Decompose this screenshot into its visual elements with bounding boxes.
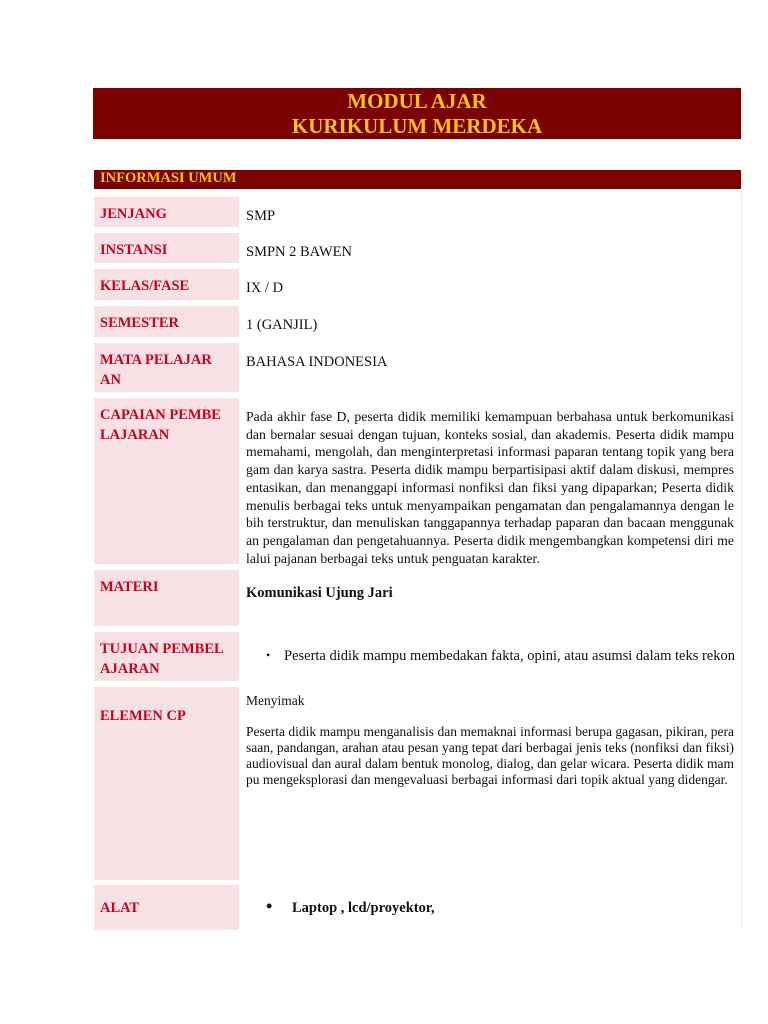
- document-title-line1: MODUL AJAR: [347, 89, 487, 113]
- bullet-tujuan: •: [266, 648, 271, 662]
- label-instansi: INSTANSI: [100, 242, 168, 258]
- label-cell-semester: [94, 306, 239, 337]
- value-kelas: IX / D: [246, 280, 284, 296]
- value-tujuan: Peserta didik mampu membedakan fakta, opini, atau asumsi dalam teks rekon: [284, 648, 735, 664]
- label-capaian: CAPAIAN PEMBE LAJARAN: [100, 407, 221, 443]
- label-alat: ALAT: [100, 900, 140, 916]
- label-cell-jenjang: [94, 197, 239, 227]
- bullet-alat: •: [266, 896, 273, 916]
- label-tujuan: TUJUAN PEMBEL AJARAN: [100, 641, 223, 677]
- value-capaian: Pada akhir fase D, peserta didik memiliki kemampuan berbahasa untuk berkomunikasi dan bernalar sesuai dengan tujuan, konteks sosial, dan akademis. Peserta didik mampu memahami, mengolah, dan menginterpretasi informasi paparan tentang topik yang beragam dan karya sastra. Peserta didik mampu berpartisipasi aktif dalam diskusi, mempresentasikan, dan menanggapi informasi nonfiksi dan fiksi yang dipaparkan; Peserta didik menulis berbagai teks untuk menyampaikan pengamatan dan pengalamannya dengan lebih terstruktur, dan menuliskan tanggapannya terhadap paparan dan bacaan menggunakan pengalaman dan pengetahuannya. Peserta didik mengembangkan kompetensi diri melalui pajanan berbagai teks untuk penguatan karakter.: [246, 409, 734, 566]
- label-cell-kelas: [94, 269, 239, 300]
- label-cell-materi: [94, 570, 239, 626]
- label-cell-mapel: [94, 343, 239, 392]
- value-mapel: BAHASA INDONESIA: [246, 354, 388, 370]
- label-kelas: KELAS/FASE: [100, 278, 190, 294]
- value-materi: Komunikasi Ujung Jari: [246, 585, 393, 601]
- value-elemen: Peserta didik mampu menganalisis dan memaknai informasi berupa gagasan, pikiran, perasaan, pandangan, arahan atau pesan yang tepat dari berbagai jenis teks (nonfiksi dan fiksi) audiovisual dan aural dalam bentuk monolog, dialog, dan gelar wicara. Peserta didik mampu mengeksplorasi dan mengevaluasi berbagai informasi dari topik aktual yang didengar.: [246, 724, 734, 787]
- section-header: [94, 170, 741, 189]
- value-semester: 1 (GANJIL): [246, 317, 318, 333]
- label-cell-capaian: [94, 398, 239, 564]
- value-elemen-heading: Menyimak: [246, 693, 305, 708]
- label-elemen: ELEMEN CP: [100, 708, 186, 724]
- value-instansi: SMPN 2 BAWEN: [246, 244, 352, 260]
- label-cell-tujuan: [94, 632, 239, 681]
- value-jenjang: SMP: [246, 208, 276, 224]
- label-cell-instansi: [94, 233, 239, 263]
- label-materi: MATERI: [100, 579, 159, 595]
- value-alat: Laptop , lcd/proyektor,: [292, 900, 435, 916]
- document-title-line2: KURIKULUM MERDEKA: [291, 114, 543, 138]
- label-cell-alat: [94, 885, 239, 930]
- title-banner: [93, 88, 741, 139]
- label-semester: SEMESTER: [100, 315, 179, 331]
- label-mapel: MATA PELAJAR AN: [100, 352, 212, 388]
- section-title: INFORMASI UMUM: [100, 170, 237, 186]
- label-cell-elemen: [94, 687, 239, 880]
- label-jenjang: JENJANG: [100, 206, 167, 222]
